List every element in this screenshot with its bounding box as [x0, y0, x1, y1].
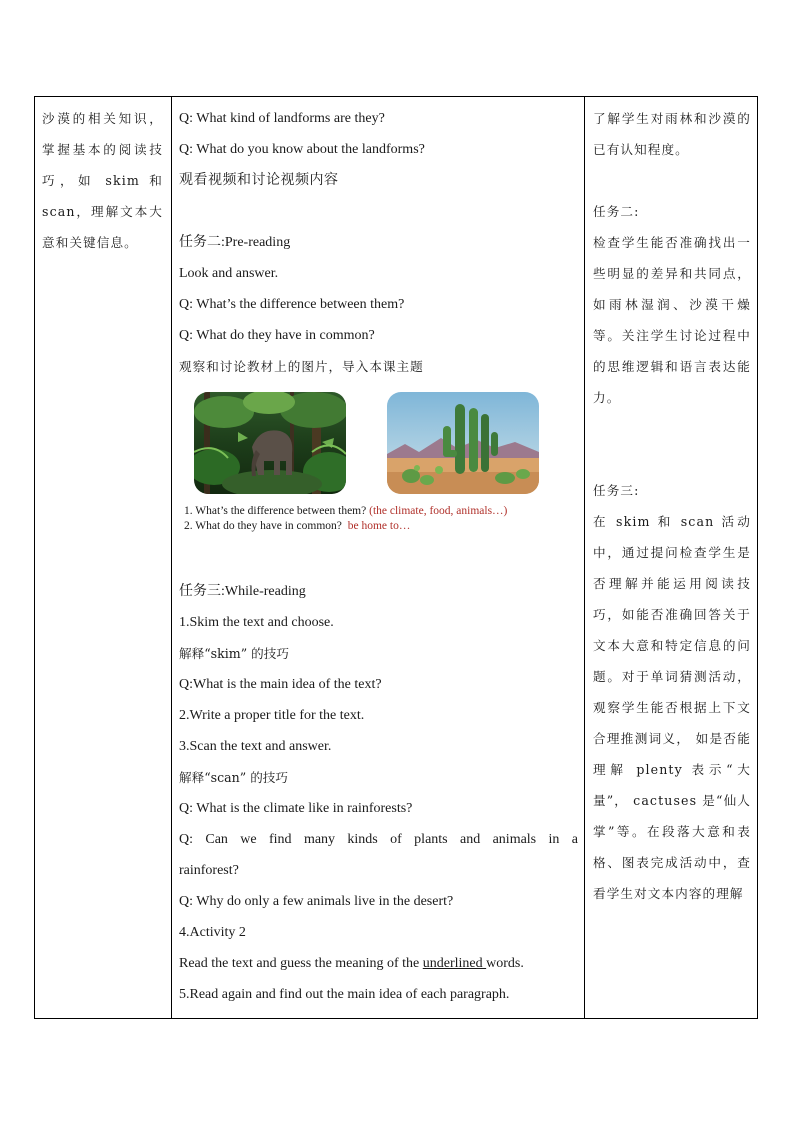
- guess-meaning-step: [179, 948, 578, 979]
- caption-line-2: [184, 519, 578, 534]
- question-main-idea: Q:What is the main idea of the text?: [179, 677, 382, 692]
- caption-question-1: 1. What’s the difference between them?: [184, 505, 367, 517]
- underlined-word: underlined: [422, 956, 487, 971]
- activity-2: 4.Activity 2: [179, 925, 246, 940]
- objectives-text: 沙漠的相关知识，掌握基本的阅读技巧，如 skim 和 scan，理解文本大意和关键信息。: [42, 111, 163, 250]
- question-climate: Q: What is the climate like in rainforests?: [179, 801, 413, 816]
- video-discussion: 观看视频和讨论视频内容: [179, 172, 339, 188]
- task3-heading: 任务三:While-reading: [179, 584, 306, 599]
- skim-step: 1.Skim the text and choose.: [179, 615, 334, 630]
- task2-assessment: 检查学生能否准确找出一些明显的差异和共同点，如雨林湿润、沙漠干燥等。关注学生讨论过程中的思维逻辑和语言表达能力。: [593, 235, 751, 405]
- question-difference: Q: What’s the difference between them?: [179, 297, 405, 312]
- caption-answer-1: (the climate, food, animals…): [369, 505, 508, 517]
- question-landforms-kind: Q: What kind of landforms are they?: [179, 111, 385, 126]
- write-title-step: 2.Write a proper title for the text.: [179, 708, 365, 723]
- task2-label: 任务二:: [593, 204, 640, 219]
- task3-label: 任务三:: [593, 483, 640, 498]
- explain-skim: 解释“skim” 的技巧: [179, 646, 289, 661]
- explain-scan: 解释“scan” 的技巧: [179, 770, 288, 785]
- question-landforms-know: Q: What do you know about the landforms?: [179, 142, 425, 157]
- image-row: [179, 384, 578, 502]
- caption-question-2: 2. What do they have in common?: [184, 520, 342, 532]
- activities-column: [172, 97, 584, 1018]
- rainforest-elephant-image: [194, 392, 346, 494]
- assessment-column: [585, 97, 758, 1018]
- guess-text-pre: Read the text and guess the meaning of the: [179, 956, 423, 971]
- caption-line-1: [184, 504, 578, 519]
- assessment-intro: 了解学生对雨林和沙漠的已有认知程度。: [593, 111, 751, 157]
- observe-discuss: 观察和讨论教材上的图片，导入本课主题: [179, 359, 424, 374]
- caption-answer-2: be home to…: [347, 520, 411, 532]
- question-plants-line1: Q: Can we find many kinds of plants and animals in a: [179, 832, 578, 847]
- image-captions: [179, 504, 578, 534]
- task2-heading: 任务二:Pre-reading: [179, 235, 291, 250]
- question-plants-line2: rainforest?: [179, 863, 239, 878]
- question-desert: Q: Why do only a few animals live in the desert?: [179, 894, 454, 909]
- objectives-column: [35, 97, 171, 1018]
- scan-step: 3.Scan the text and answer.: [179, 739, 332, 754]
- question-common: Q: What do they have in common?: [179, 328, 375, 343]
- lesson-plan-table: [34, 96, 758, 1019]
- guess-text-post: words.: [486, 956, 524, 971]
- desert-cactus-image: [387, 392, 539, 494]
- read-again-step: 5.Read again and find out the main idea of each paragraph.: [179, 987, 510, 1002]
- task3-assessment: 在 skim 和 scan 活动中，通过提问检查学生是否理解并能运用阅读技巧，如能否准确回答关于文本大意和特定信息的问题。对于单词猜测活动，观察学生能否根据上下文合理推测词义， 如是否能理解 plenty 表示“大量”， cactuses 是“仙人掌”等。在段落大意和表格、图表完成活动中，查看学生对文本内容的理解: [593, 514, 751, 901]
- look-and-answer: Look and answer.: [179, 266, 279, 281]
